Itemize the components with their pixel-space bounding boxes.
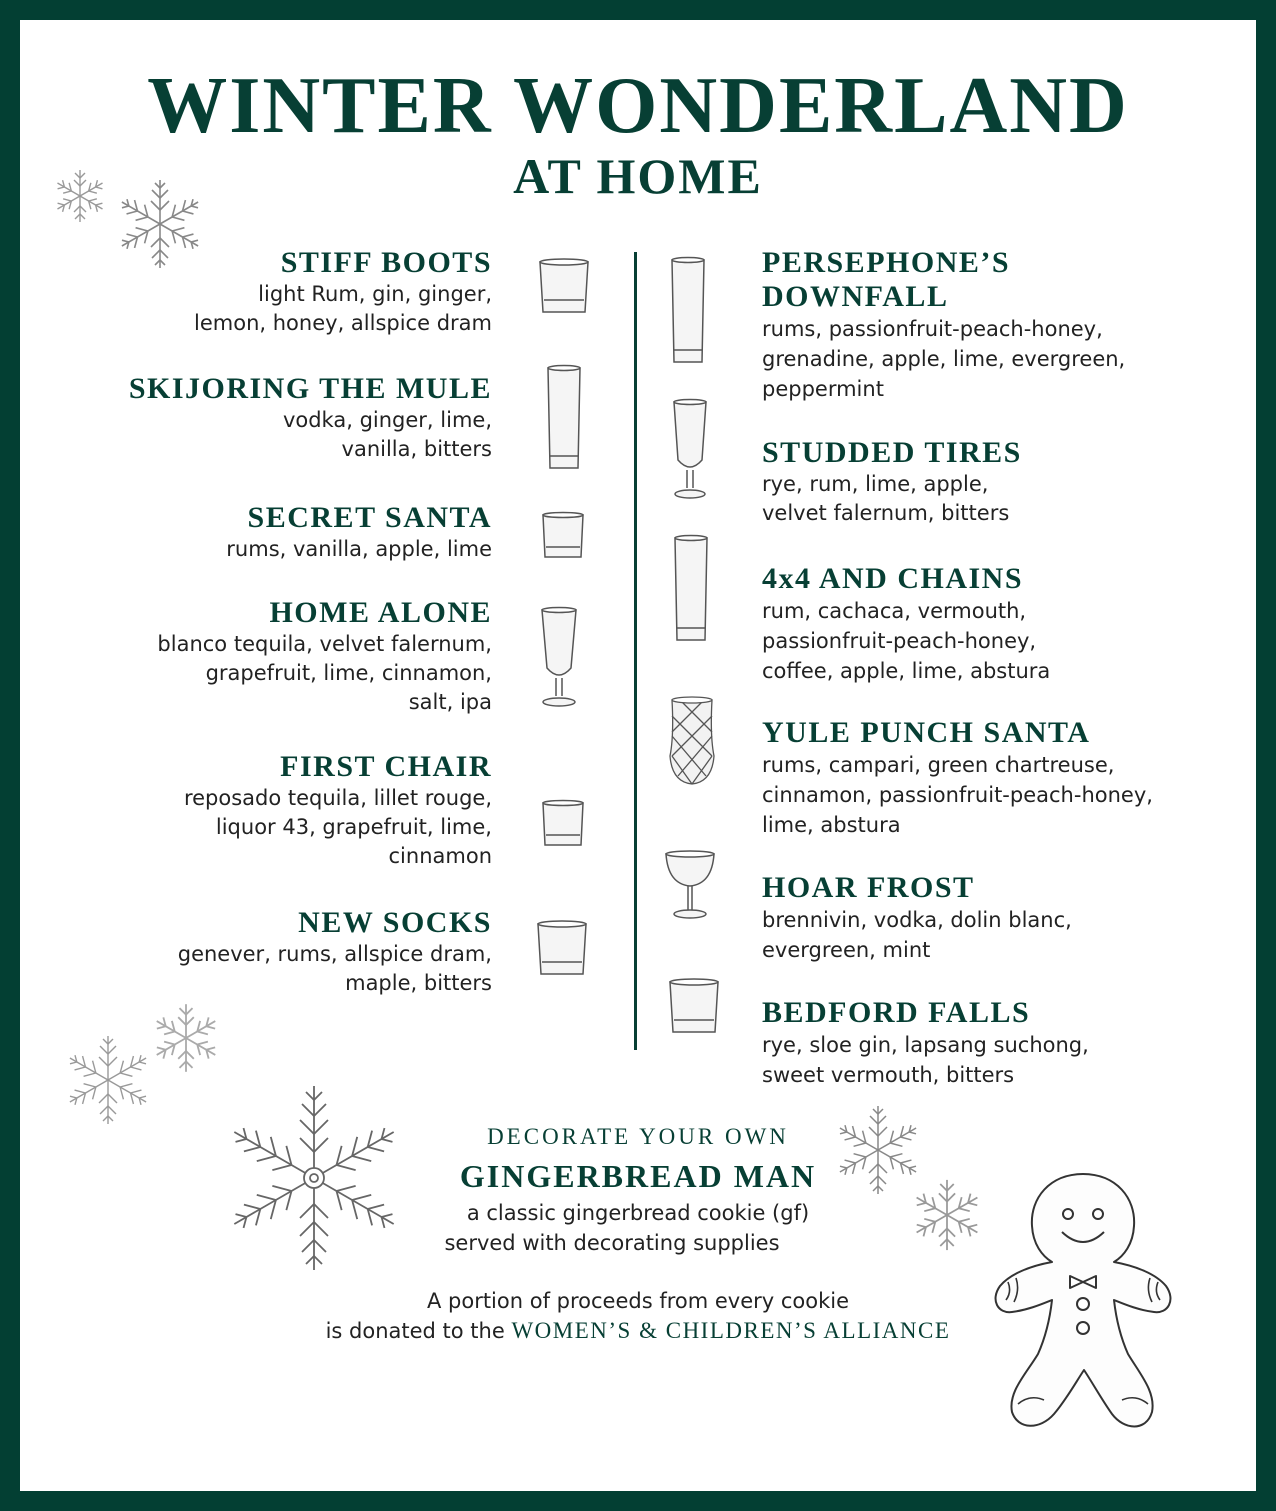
drink-home-alone bbox=[52, 596, 492, 717]
ingredient-line: cinnamon, passionfruit-peach-honey, bbox=[762, 783, 1153, 807]
drink-ingredients bbox=[762, 314, 1232, 404]
drink-ingredients bbox=[52, 630, 492, 717]
rocks-glass-icon bbox=[664, 976, 724, 1038]
proceeds-line: A portion of proceeds from every cookie bbox=[426, 1289, 850, 1313]
collins-glass-icon bbox=[670, 534, 712, 646]
rocks-glass-icon bbox=[532, 918, 592, 980]
drink-bedford-falls bbox=[762, 996, 1232, 1090]
snowflake-icon bbox=[60, 1032, 156, 1128]
ingredient-line: salt, ipa bbox=[408, 690, 492, 714]
drink-name-line: DOWNFALL bbox=[762, 280, 949, 313]
drink-first-chair bbox=[52, 750, 492, 871]
gingerbread-line: a classic gingerbread cookie (gf) bbox=[466, 1201, 810, 1225]
ingredient-line: rums, vanilla, apple, lime bbox=[226, 537, 492, 561]
ingredient-line: vanilla, bitters bbox=[341, 437, 492, 461]
drink-hoar-frost bbox=[762, 871, 1232, 965]
snowflake-icon bbox=[150, 1002, 222, 1074]
gingerbread-line: served with decorating supplies bbox=[444, 1231, 780, 1255]
drink-name: HOAR FROST bbox=[762, 871, 975, 904]
ingredient-line: rums, campari, green chartreuse, bbox=[762, 753, 1115, 777]
ingredient-line: vodka, ginger, lime, bbox=[282, 408, 492, 432]
column-divider bbox=[634, 252, 637, 1050]
ingredient-line: lime, abstura bbox=[762, 813, 901, 837]
drink-name: SECRET SANTA bbox=[247, 501, 492, 534]
drink-name: BEDFORD FALLS bbox=[762, 996, 1031, 1029]
drink-ingredients bbox=[762, 470, 1232, 528]
drink-persephones-downfall bbox=[762, 246, 1232, 404]
charity-name: WOMEN’S & CHILDREN’S ALLIANCE bbox=[511, 1318, 951, 1343]
ingredient-line: rye, sloe gin, lapsang suchong, bbox=[762, 1033, 1089, 1057]
ingredient-line: blanco tequila, velvet falernum, bbox=[157, 632, 492, 656]
drink-secret-santa bbox=[52, 501, 492, 564]
ingredient-line: rum, cachaca, vermouth, bbox=[762, 599, 1027, 623]
drink-ingredients bbox=[762, 750, 1232, 840]
page-title: WINTER WONDERLAND bbox=[147, 62, 1129, 150]
gingerbread-title: GINGERBREAD MAN bbox=[459, 1158, 817, 1194]
gingerbread-kicker: DECORATE YOUR OWN bbox=[487, 1124, 789, 1149]
ingredient-line: velvet falernum, bitters bbox=[762, 501, 1010, 525]
drink-ingredients bbox=[52, 784, 492, 871]
drink-yule-punch-santa bbox=[762, 716, 1232, 840]
drink-name: STUDDED TIRES bbox=[762, 436, 1022, 469]
snowflake-icon bbox=[50, 166, 110, 226]
ingredient-line: peppermint bbox=[762, 377, 884, 401]
rocks-glass-icon bbox=[538, 510, 588, 562]
pilsner-glass-icon bbox=[534, 606, 584, 712]
cut-crystal-glass-icon bbox=[666, 696, 718, 788]
drink-name: HOME ALONE bbox=[269, 596, 492, 629]
drink-ingredients bbox=[762, 596, 1232, 686]
drink-4x4-and-chains bbox=[762, 562, 1232, 686]
drink-ingredients bbox=[762, 1030, 1232, 1090]
drink-name: 4x4 AND CHAINS bbox=[762, 562, 1024, 595]
ingredient-line: brennivin, vodka, dolin blanc, bbox=[762, 908, 1072, 932]
ingredient-line: rums, passionfruit-peach-honey, bbox=[762, 317, 1103, 341]
ingredient-line: liquor 43, grapefruit, lime, bbox=[215, 815, 492, 839]
drink-ingredients bbox=[52, 940, 492, 998]
page-subtitle: AT HOME bbox=[513, 148, 763, 204]
ingredient-line: grapefruit, lime, cinnamon, bbox=[205, 661, 492, 685]
drink-name bbox=[762, 246, 1232, 314]
drink-ingredients bbox=[52, 535, 492, 564]
rocks-glass-icon bbox=[534, 256, 594, 318]
drink-stiff-boots bbox=[52, 246, 492, 338]
drink-new-socks bbox=[52, 906, 492, 998]
ingredient-line: genever, rums, allspice dram, bbox=[177, 942, 492, 966]
pilsner-glass-icon bbox=[666, 398, 714, 504]
drink-name: STIFF BOOTS bbox=[280, 246, 492, 279]
drink-studded-tires bbox=[762, 436, 1232, 528]
ingredient-line: grenadine, apple, lime, evergreen, bbox=[762, 347, 1126, 371]
ingredient-line: cinnamon bbox=[388, 844, 492, 868]
drink-ingredients bbox=[52, 406, 492, 464]
drink-name: FIRST CHAIR bbox=[280, 750, 492, 783]
drink-name: SKIJORING THE MULE bbox=[128, 372, 492, 405]
collins-glass-icon bbox=[542, 364, 586, 474]
ingredient-line: passionfruit-peach-honey, bbox=[762, 629, 1037, 653]
ingredient-line: light Rum, gin, ginger, bbox=[258, 282, 492, 306]
ingredient-line: coffee, apple, lime, abstura bbox=[762, 659, 1051, 683]
gingerbread-man-icon bbox=[988, 1168, 1178, 1436]
drink-ingredients bbox=[52, 280, 492, 338]
rocks-glass-icon bbox=[538, 798, 588, 850]
drink-name: YULE PUNCH SANTA bbox=[762, 716, 1091, 749]
ingredient-line: rye, rum, lime, apple, bbox=[762, 472, 989, 496]
ingredient-line: evergreen, mint bbox=[762, 938, 931, 962]
drink-ingredients bbox=[762, 905, 1232, 965]
proceeds-prefix: is donated to the bbox=[325, 1319, 512, 1343]
coupe-glass-icon bbox=[662, 848, 718, 922]
drink-skijoring-the-mule bbox=[52, 372, 492, 464]
drink-name-line: PERSEPHONE’S bbox=[762, 246, 1011, 279]
drink-name: NEW SOCKS bbox=[298, 906, 492, 939]
ingredient-line: reposado tequila, lillet rouge, bbox=[183, 786, 492, 810]
collins-glass-icon bbox=[666, 256, 710, 368]
ingredient-line: sweet vermouth, bitters bbox=[762, 1063, 1015, 1087]
ingredient-line: maple, bitters bbox=[345, 971, 492, 995]
ingredient-line: lemon, honey, allspice dram bbox=[194, 311, 492, 335]
